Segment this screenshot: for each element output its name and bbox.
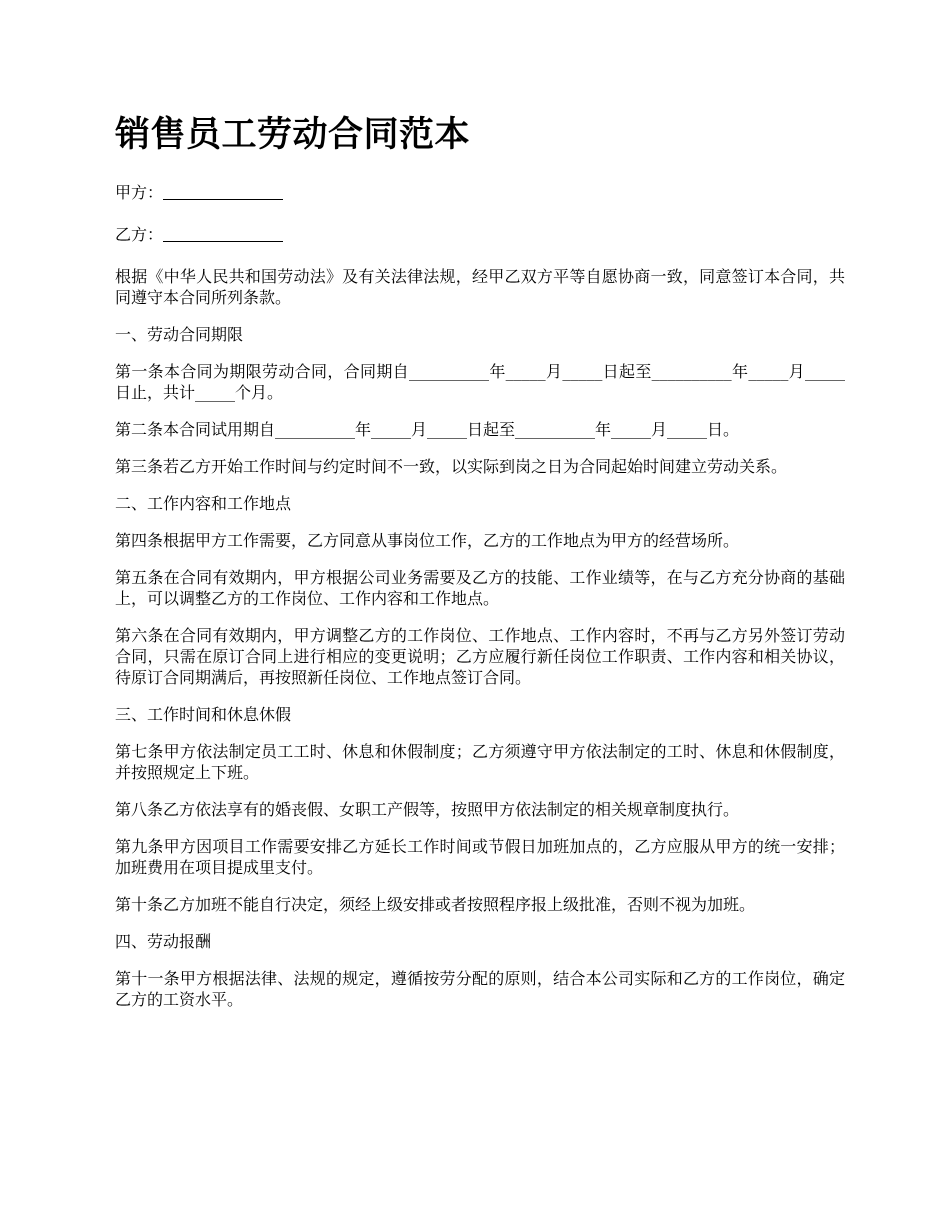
party-a-blank[interactable] — [163, 183, 283, 200]
clause-7: 第七条甲方依法制定员工工时、休息和休假制度；乙方须遵守甲方依法制定的工时、休息和休假制度，并按照规定上下班。 — [115, 742, 845, 782]
clause-5: 第五条在合同有效期内，甲方根据公司业务需要及乙方的技能、工作业绩等，在与乙方充分协商的基础上，可以调整乙方的工作岗位、工作内容和工作地点。 — [115, 568, 845, 608]
clause-11: 第十一条甲方根据法律、法规的规定，遵循按劳分配的原则，结合本公司实际和乙方的工作岗位，确定乙方的工资水平。 — [115, 969, 845, 1009]
clause-6: 第六条在合同有效期内，甲方调整乙方的工作岗位、工作地点、工作内容时，不再与乙方另外签订劳动合同，只需在原订合同上进行相应的变更说明；乙方应履行新任岗位工作职责、工作内容和相关协议，待原订合同期满后，再按照新任岗位、工作地点签订合同。 — [115, 626, 845, 687]
clause-1: 第一条本合同为期限劳动合同，合同期自__________年_____月_____日起至__________年_____月_____日止，共计_____个月。 — [115, 362, 845, 402]
preamble-paragraph: 根据《中华人民共和国劳动法》及有关法律法规，经甲乙双方平等自愿协商一致，同意签订本合同，共同遵守本合同所列条款。 — [115, 267, 845, 307]
party-b-line — [115, 224, 845, 245]
section-heading-3: 三、工作时间和休息休假 — [115, 705, 292, 724]
party-a-label: 甲方： — [115, 183, 164, 202]
clause-8: 第八条乙方依法享有的婚丧假、女职工产假等，按照甲方依法制定的相关规章制度执行。 — [115, 800, 740, 819]
clause-4: 第四条根据甲方工作需要，乙方同意从事岗位工作，乙方的工作地点为甲方的经营场所。 — [115, 531, 740, 550]
clause-2: 第二条本合同试用期自__________年_____月_____日起至__________年_____月_____日。 — [115, 420, 740, 439]
document-title: 销售员工劳动合同范本 — [115, 115, 471, 155]
section-heading-4: 四、劳动报酬 — [115, 932, 212, 951]
party-a-line — [115, 182, 845, 203]
party-b-blank[interactable] — [163, 225, 283, 242]
clause-3: 第三条若乙方开始工作时间与约定时间不一致，以实际到岗之日为合同起始时间建立劳动关系。 — [115, 457, 788, 476]
party-b-label: 乙方： — [115, 225, 164, 244]
section-heading-2: 二、工作内容和工作地点 — [115, 494, 292, 513]
document-page — [115, 110, 845, 1026]
clause-9: 第九条甲方因项目工作需要安排乙方延长工作时间或节假日加班加点的，乙方应服从甲方的统一安排；加班费用在项目提成里支付。 — [115, 837, 845, 877]
section-heading-1: 一、劳动合同期限 — [115, 325, 244, 344]
clause-10: 第十条乙方加班不能自行决定，须经上级安排或者按照程序报上级批准，否则不视为加班。 — [115, 895, 756, 914]
